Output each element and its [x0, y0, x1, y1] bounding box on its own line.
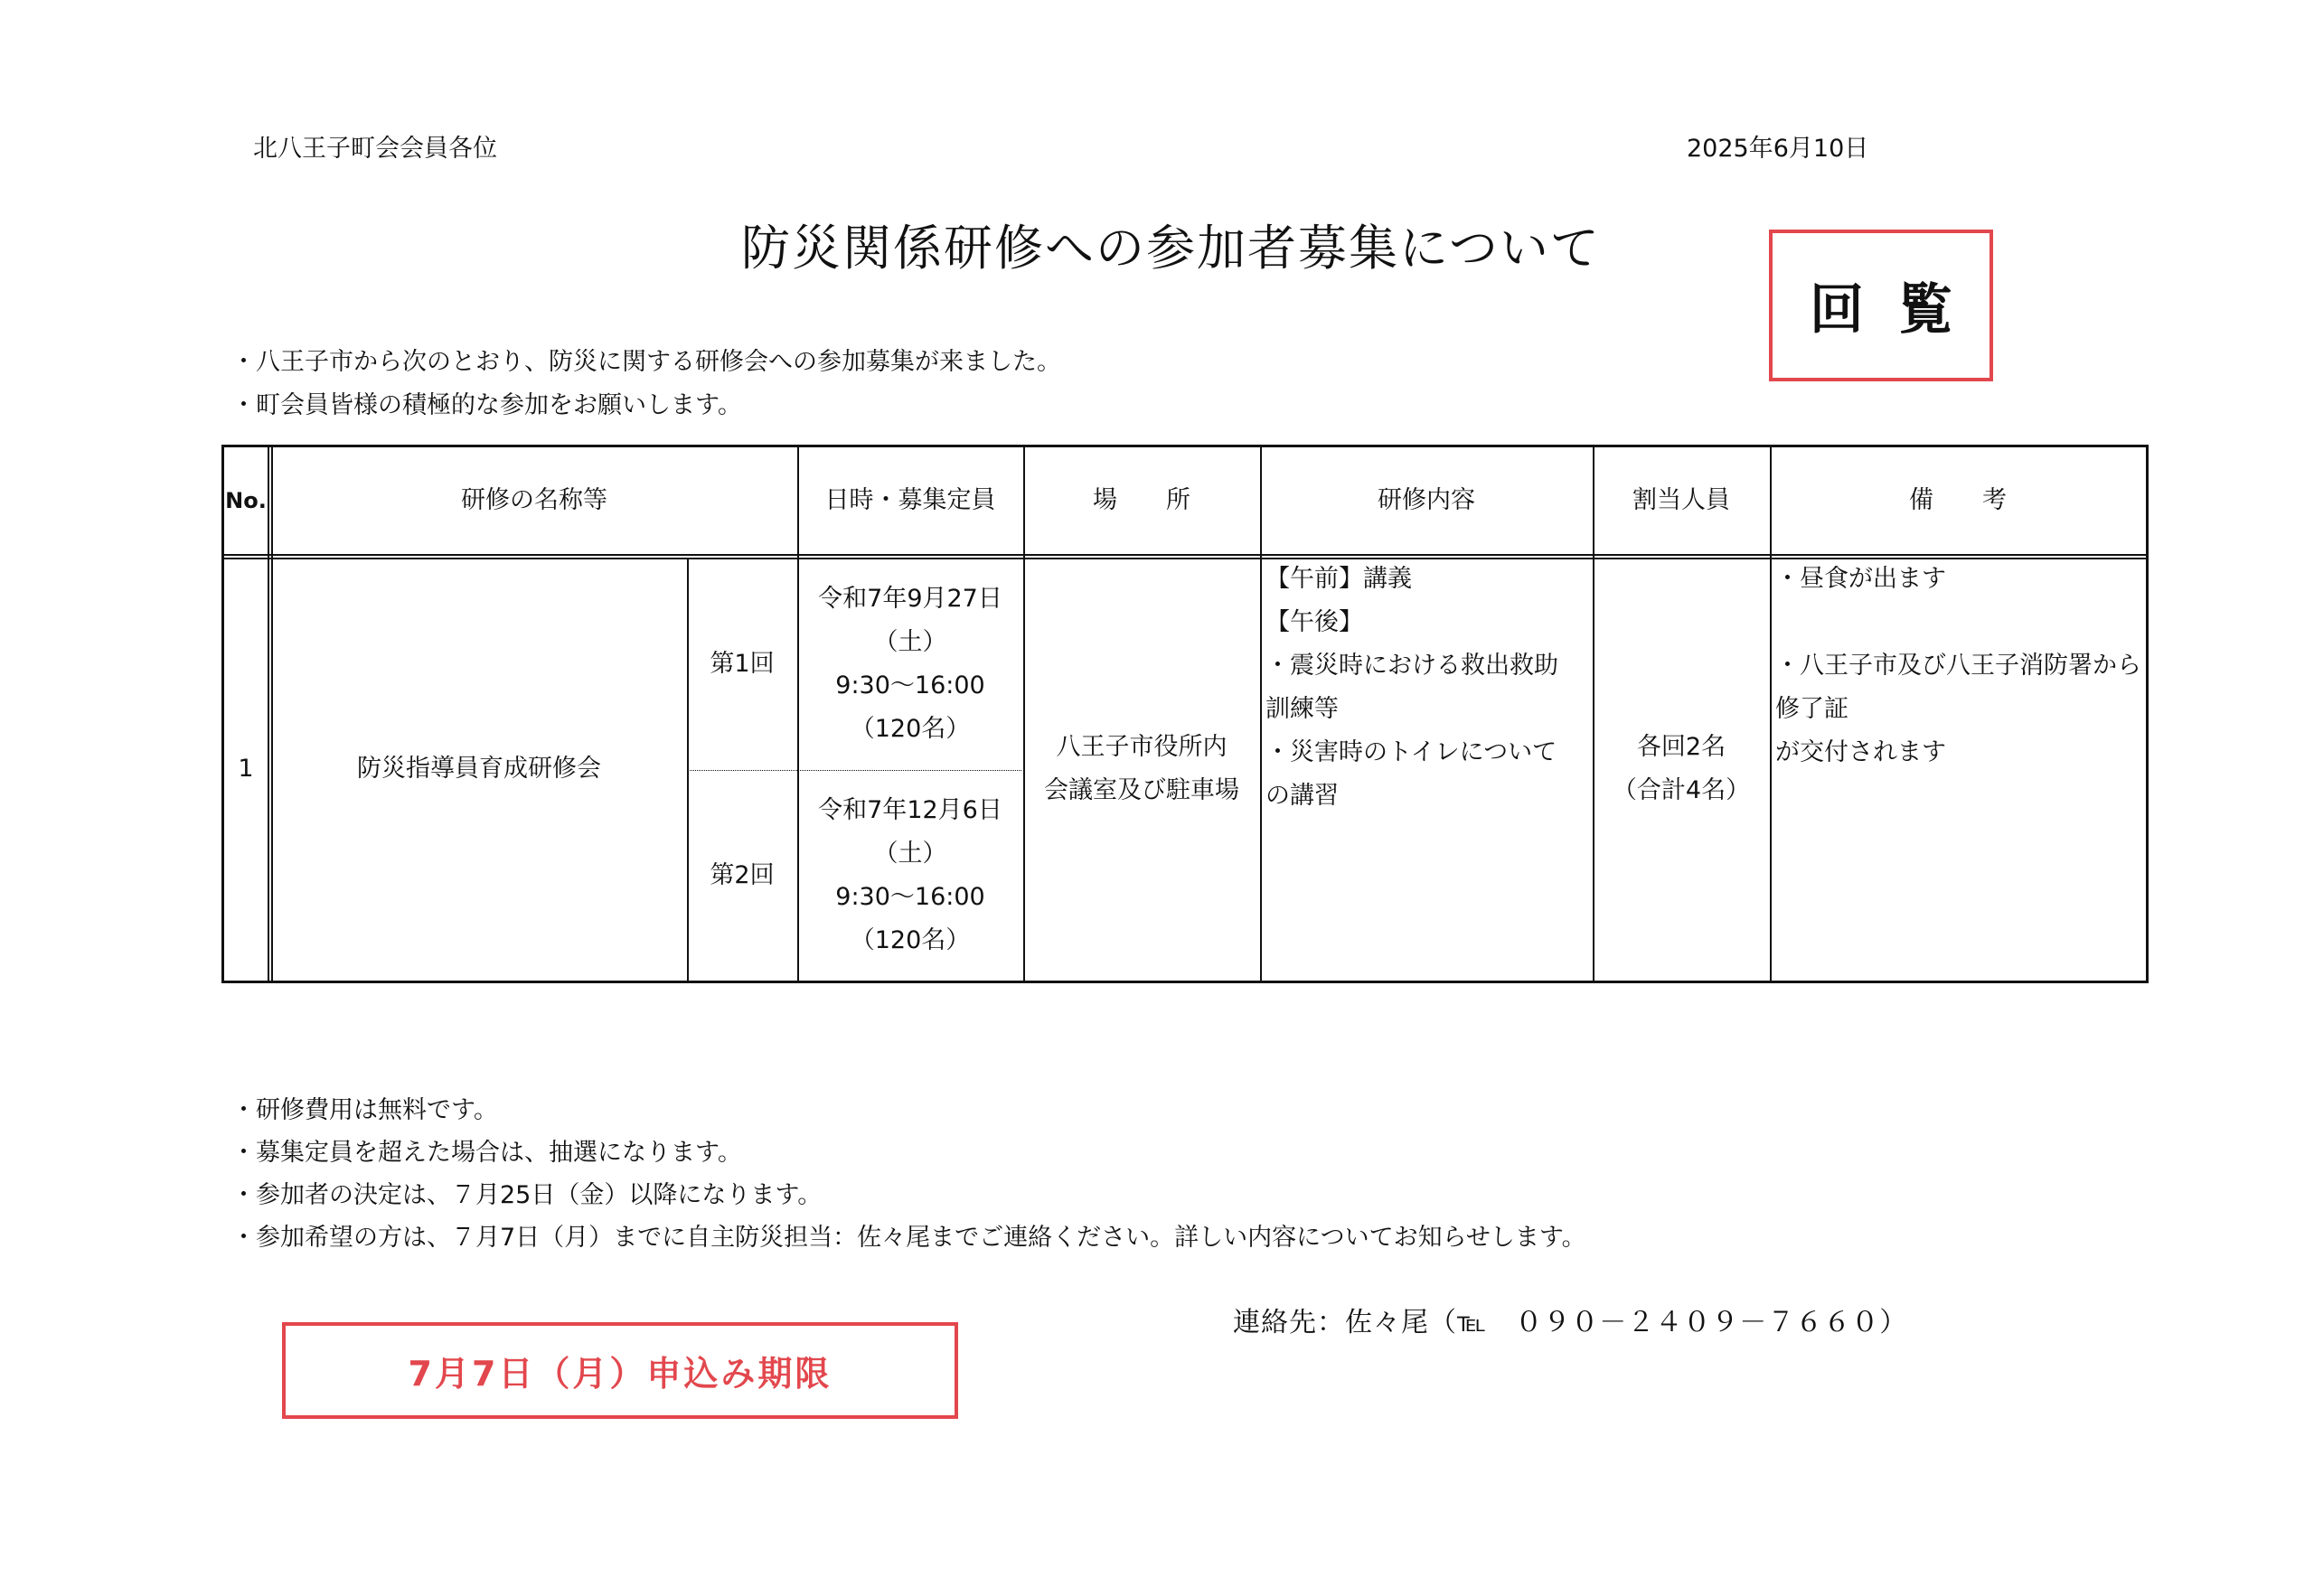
session-label: 第2回 — [710, 861, 775, 889]
content-line: の講習 — [1265, 782, 1339, 810]
content-line: ・災害時のトイレについて — [1265, 738, 1557, 766]
circulation-stamp: 回覧 — [1769, 230, 1993, 381]
note-line: ・参加希望の方は、７月7日（月）までに自主防災担当：佐々尾までご連絡ください。詳しい内容についてお知らせします。 — [231, 1224, 1586, 1252]
intro-line: ・八王子市から次のとおり、防災に関する研修会への参加募集が来ました。 — [231, 348, 1061, 376]
session-time: 9:30～16:00 — [835, 883, 985, 911]
place-cell — [1023, 558, 1260, 981]
session-time: 9:30～16:00 — [835, 671, 985, 699]
content-cell — [1265, 558, 1591, 981]
session-datetime — [797, 771, 1023, 981]
remarks-line: が交付されます — [1775, 738, 1946, 766]
document-date: 2025年6月10日 — [1687, 135, 1869, 163]
session-date: 令和7年9月27日 — [818, 584, 1002, 613]
session-capacity: （120名） — [850, 714, 971, 743]
row-no: 1 — [238, 755, 254, 783]
content-line: 【午前】講義 — [1265, 565, 1412, 593]
content-line: 訓練等 — [1265, 695, 1339, 723]
content-line: 【午後】 — [1265, 608, 1363, 636]
header-content: 研修内容 — [1378, 486, 1475, 514]
note-line: ・参加者の決定は、７月25日（金）以降になります。 — [231, 1181, 823, 1209]
contact-info: 連絡先：佐々尾（℡ ０９０－２４０９－７６６０） — [1233, 1307, 1908, 1338]
session-capacity: （120名） — [850, 926, 971, 954]
place-line: 会議室及び駐車場 — [1044, 776, 1239, 804]
header-name: 研修の名称等 — [461, 486, 607, 514]
session-day: （土） — [873, 627, 947, 656]
session-datetime — [797, 558, 1023, 770]
table-border — [224, 554, 2146, 556]
intro-line: ・町会員皆様の積極的な参加をお願いします。 — [231, 391, 742, 419]
session-date: 令和7年12月6日 — [818, 796, 1002, 824]
training-name: 防災指導員育成研修会 — [357, 755, 601, 783]
quota-cell — [1593, 558, 1770, 981]
session-day: （土） — [873, 840, 947, 868]
place-line: 八王子市役所内 — [1056, 733, 1228, 761]
document-title: 防災関係研修への参加者募集について — [741, 220, 1601, 277]
quota-line: 各回2名 — [1636, 733, 1726, 761]
header-remarks: 備 考 — [1909, 486, 2007, 514]
deadline-box: 7月7日（月）申込み期限 — [282, 1322, 958, 1419]
remarks-line: ・八王子市及び八王子消防署から修了証 — [1775, 652, 2141, 723]
header-quota: 割当人員 — [1632, 486, 1730, 514]
training-table — [221, 445, 2149, 983]
note-line: ・募集定員を超えた場合は、抽選になります。 — [231, 1139, 742, 1167]
note-line: ・研修費用は無料です。 — [231, 1096, 498, 1124]
session-label: 第1回 — [710, 649, 775, 678]
header-datetime: 日時・募集定員 — [824, 486, 996, 514]
remarks-cell — [1775, 558, 2144, 981]
header-no: No. — [225, 488, 267, 513]
addressee: 北八王子町会会員各位 — [253, 135, 497, 163]
quota-line: （合計4名） — [1612, 776, 1751, 804]
table-border — [268, 447, 269, 981]
remarks-line: ・昼食が出ます — [1775, 565, 1946, 593]
header-place: 場 所 — [1093, 486, 1190, 514]
content-line: ・震災時における救出救助 — [1265, 652, 1558, 680]
